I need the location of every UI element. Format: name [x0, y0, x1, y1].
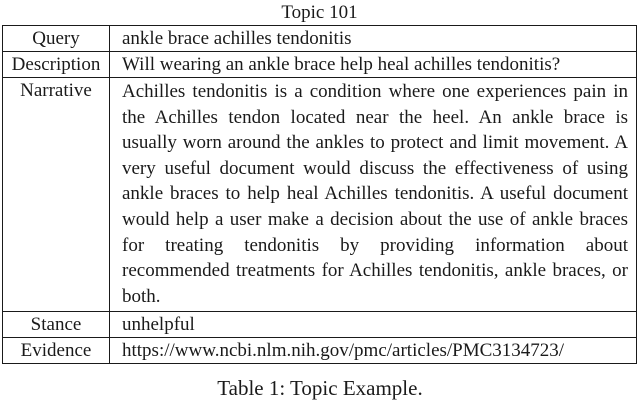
table-row	[3, 338, 637, 364]
topic-table	[2, 1, 637, 364]
row-label-query: Query	[3, 26, 110, 52]
row-value-stance: unhelpful	[110, 312, 637, 338]
row-label-narrative: Narrative	[3, 78, 110, 312]
row-value-narrative: Achilles tendonitis is a condition where one experiences pain in the Achilles tendon located near the heel. An ankle brace is usually worn around the ankles to protect and limit movement. A very useful document would discuss the effectiveness of using ankle braces to help heal Achilles tendonitis. A useful document would help a user make a decision about the use of ankle braces for treating tendonitis by providing information about recommended treatments for Achilles tendonitis, ankle braces, or both.	[110, 78, 637, 312]
table-row	[3, 52, 637, 78]
row-value-description: Will wearing an ankle brace help heal achilles tendonitis?	[110, 52, 637, 78]
table-caption: Table 1: Topic Example.	[217, 376, 423, 400]
table-row	[3, 78, 637, 312]
table-title-row	[3, 1, 637, 26]
row-value-evidence: https://www.ncbi.nlm.nih.gov/pmc/articles/PMC3134723/	[110, 338, 637, 364]
table-row	[3, 312, 637, 338]
row-label-evidence: Evidence	[3, 338, 110, 364]
row-value-query: ankle brace achilles tendonitis	[110, 26, 637, 52]
row-label-stance: Stance	[3, 312, 110, 338]
table-title: Topic 101	[3, 1, 637, 26]
row-label-description: Description	[3, 52, 110, 78]
table-row	[3, 26, 637, 52]
